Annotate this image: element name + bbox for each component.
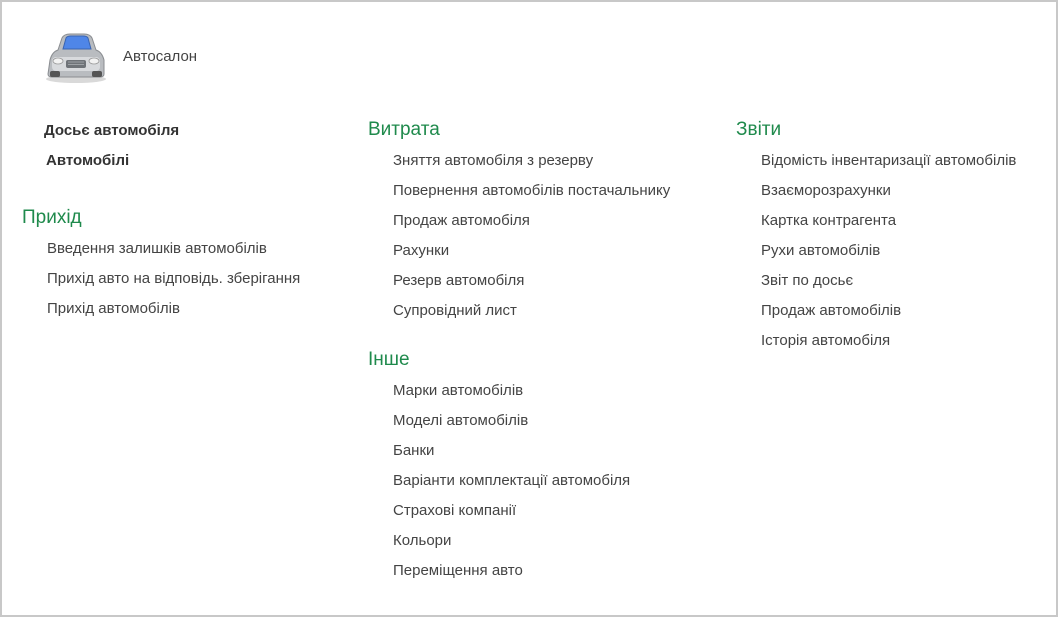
right-column xyxy=(736,116,1016,356)
section-title-reports: Звіти xyxy=(736,119,782,140)
list-item[interactable]: Продаж автомобіля xyxy=(393,212,530,229)
link-car-dossier[interactable]: Досьє автомобіля xyxy=(44,122,180,139)
section-title-other: Інше xyxy=(368,349,410,370)
list-item[interactable]: Повернення автомобілів постачальнику xyxy=(393,182,671,199)
list-item[interactable]: Кольори xyxy=(393,532,452,549)
list-item[interactable]: Картка контрагента xyxy=(761,212,897,229)
list-item[interactable]: Рахунки xyxy=(393,242,450,259)
list-item[interactable]: Звіт по досьє xyxy=(761,272,854,289)
list-item[interactable]: Взаєморозрахунки xyxy=(761,182,891,199)
left-column xyxy=(22,116,300,324)
app-title: Автосалон xyxy=(123,48,198,65)
other-list xyxy=(368,376,670,586)
list-item[interactable]: Моделі автомобілів xyxy=(393,412,529,429)
list-item[interactable]: Резерв автомобіля xyxy=(393,272,525,289)
reports-list xyxy=(736,146,1016,356)
list-item[interactable]: Продаж автомобілів xyxy=(761,302,902,319)
list-item[interactable]: Історія автомобіля xyxy=(761,332,891,349)
list-item[interactable]: Марки автомобілів xyxy=(393,382,524,399)
link-cars[interactable]: Автомобілі xyxy=(46,152,130,169)
section-title-income: Прихід xyxy=(22,207,82,228)
list-item[interactable]: Введення залишків автомобілів xyxy=(47,240,267,257)
list-item[interactable]: Рухи автомобілів xyxy=(761,242,881,259)
list-item[interactable]: Супровідний лист xyxy=(393,302,517,319)
list-item[interactable]: Прихід автомобілів xyxy=(47,300,180,317)
list-item[interactable]: Страхові компанії xyxy=(393,502,517,519)
income-list xyxy=(22,234,300,324)
list-item[interactable]: Зняття автомобіля з резерву xyxy=(393,152,594,169)
list-item[interactable]: Прихід авто на відповідь. зберігання xyxy=(47,270,301,287)
section-title-expense: Витрата xyxy=(368,119,440,140)
car-icon xyxy=(44,30,108,84)
list-item[interactable]: Банки xyxy=(393,442,435,459)
middle-column xyxy=(368,116,670,586)
expense-list xyxy=(368,146,670,326)
list-item[interactable]: Варіанти комплектації автомобіля xyxy=(393,472,631,489)
list-item[interactable]: Відомість інвентаризації автомобілів xyxy=(761,152,1017,169)
list-item[interactable]: Переміщення авто xyxy=(393,562,523,579)
